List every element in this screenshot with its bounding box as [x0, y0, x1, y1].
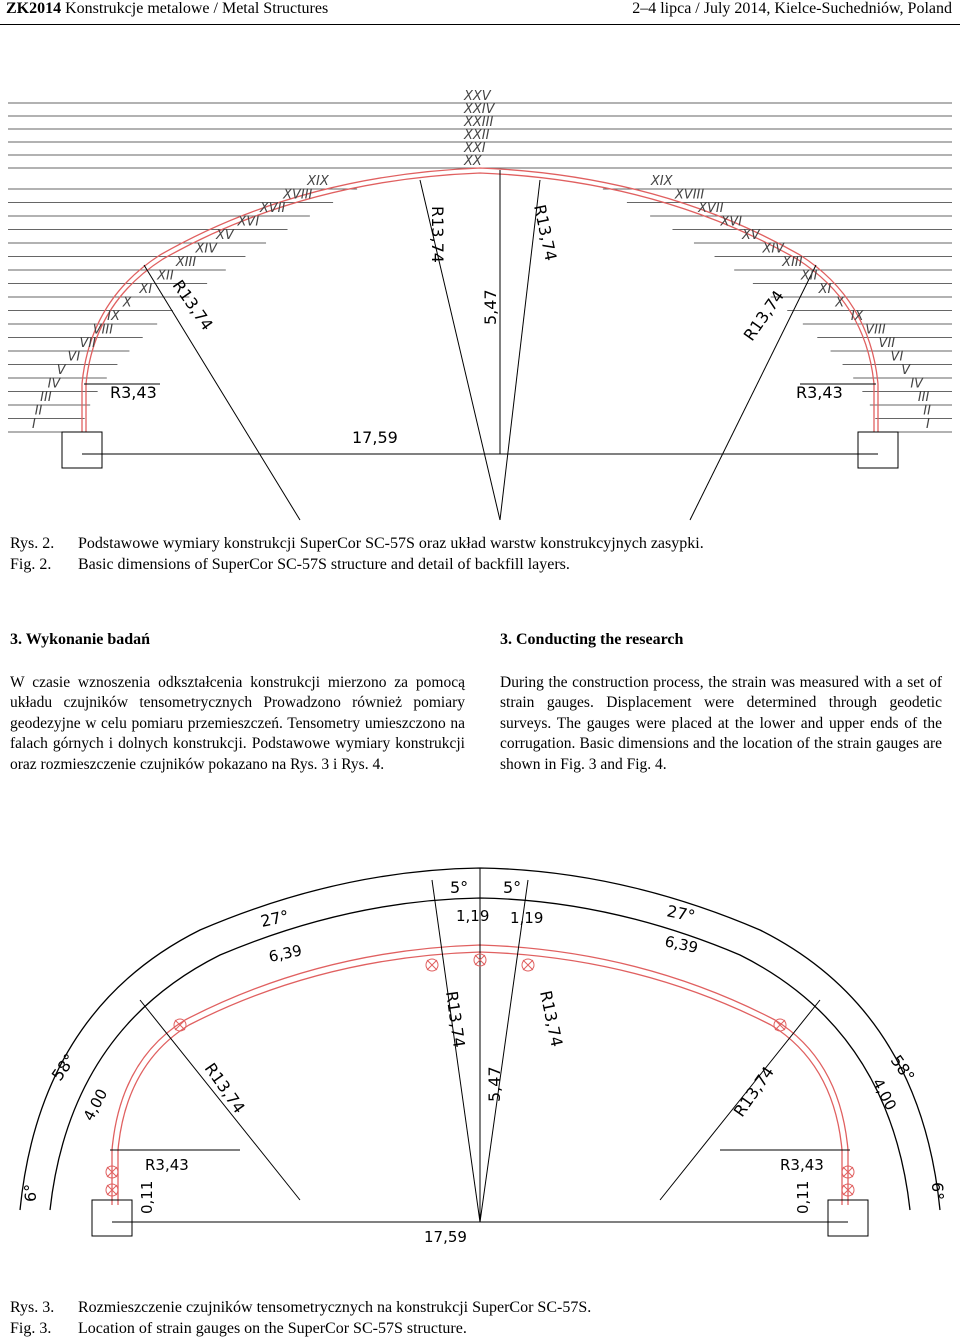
layer-label-left: III	[40, 390, 52, 405]
radius-top-right-label: R13,74	[530, 202, 561, 263]
angle-side-left: 58°	[47, 1050, 80, 1085]
layer-label-right: IV	[910, 376, 924, 392]
layer-label-left: VIII	[92, 322, 114, 338]
caption-text: Podstawowe wymiary konstrukcji SuperCor SC-57S oraz układ warstw konstrukcyjnych zasypki.	[78, 535, 704, 552]
angle-base-right: 6°	[928, 1182, 947, 1201]
caption-label: Rys. 2.	[10, 535, 55, 552]
layer-label-top: XXII	[464, 128, 490, 143]
layer-label-right: VII	[878, 336, 896, 351]
layer-label-right: XV	[741, 228, 760, 243]
angle-upper-right: 27°	[665, 901, 697, 926]
figure-3-caption	[10, 1297, 591, 1339]
layer-label-left: XIII	[175, 255, 197, 270]
angle-top-left: 5°	[450, 878, 469, 897]
layer-label-left: XIX	[307, 174, 329, 189]
layer-label-top: XXI	[464, 141, 486, 156]
radius-top-right-label: R13,74	[536, 988, 567, 1049]
caption-text: Rozmieszczenie czujników tensometrycznych na konstrukcji SuperCor SC-57S.	[78, 1299, 592, 1316]
layer-label-left: XI	[139, 282, 153, 297]
arc-side-right: 4,00	[868, 1075, 901, 1114]
layer-label-left: IV	[47, 376, 61, 392]
arc-top-left: 1,19	[456, 907, 490, 925]
section-heading: 3. Wykonanie badań	[10, 631, 151, 648]
radius-side-left-label: R13,74	[168, 276, 217, 334]
section-heading: 3. Conducting the research	[500, 631, 684, 648]
layer-label-right: II	[923, 403, 931, 419]
layer-label-right: X	[835, 295, 845, 311]
layer-label-left: XIV	[195, 241, 218, 257]
layer-label-left: V	[56, 363, 66, 378]
caption-text: Location of strain gauges on the SuperCor SC-57S structure.	[78, 1320, 467, 1337]
section-body: W czasie wznoszenia odkształcenia konstrukcji mierzono za pomocą układu czujników tensometrycznych Prowadzono również pomiary geodezyjne w celu pomiaru przemieszczeń. Tensometry umieszczono na falach górnych i dolnych konstrukcji. Podstawowe wymiary konstrukcji oraz rozmieszczenie czujników pokazano na Rys. 3 i Rys. 4.	[10, 673, 465, 773]
layer-label-right: XIV	[762, 241, 785, 257]
rise-label: 5,47	[481, 289, 500, 325]
radius-side-right-label: R13,74	[739, 286, 788, 345]
angle-base-left: 6°	[21, 1183, 40, 1202]
corner-radius-right-label: R3,43	[796, 383, 843, 402]
journal-title: Konstrukcje metalowe / Metal Structures	[65, 0, 329, 17]
layer-label-right: V	[901, 363, 911, 378]
arc-upper-left: 6,39	[267, 941, 304, 966]
right-footing	[828, 1200, 868, 1236]
layer-label-left: IX	[107, 309, 120, 324]
left-footing	[62, 432, 102, 468]
arc-upper-right: 6,39	[663, 932, 700, 957]
arc-side-left: 4,00	[79, 1085, 112, 1124]
journal-code: ZK2014	[6, 0, 62, 17]
figure-2-caption	[10, 533, 704, 575]
layer-label-left: XII	[157, 268, 174, 284]
layer-label-left: II	[34, 403, 43, 419]
figure-2-drawing	[0, 88, 960, 528]
radius-side-right-label: R13,74	[729, 1062, 778, 1121]
layer-label-top: XXIV	[464, 102, 495, 117]
section-pl	[10, 630, 465, 775]
page-header	[0, 0, 960, 25]
strain-gauge-cross	[523, 960, 533, 970]
layer-label-top: XX	[464, 154, 482, 169]
radius-line	[144, 265, 300, 520]
layer-label-left: XVIII	[283, 187, 313, 203]
layer-label-right: VIII	[865, 322, 886, 338]
span-label: 17,59	[424, 1228, 467, 1246]
span-label: 17,59	[352, 428, 398, 447]
layer-label-left: XVI	[237, 214, 260, 230]
layer-label-left: I	[32, 417, 36, 432]
radius-top-left-label: R13,74	[442, 989, 469, 1049]
right-footing	[858, 432, 898, 468]
section-body: During the construction process, the strain was measured with a set of strain gauges. Displacement were determined through geodetic surveys. The gauges were placed at the lower and upper ends of the corrugation. Basic dimensions and the location of the strain gauges are shown in Fig. 3 and Fig. 4.	[500, 673, 942, 773]
radius-top-left-label: R13,74	[428, 206, 447, 263]
event-info: 2–4 lipca / July 2014, Kielce-Suchedniów, Poland	[632, 0, 952, 17]
layer-label-right: XVII	[698, 201, 724, 216]
layer-label-left: X	[122, 295, 132, 311]
arc-base-right: 0,11	[794, 1180, 812, 1214]
layer-label-right: XIII	[782, 255, 803, 270]
caption-label: Fig. 2.	[10, 556, 52, 573]
layer-label-right: I	[926, 417, 930, 432]
layer-label-right: XII	[800, 268, 818, 284]
angle-upper-left: 27°	[258, 906, 291, 931]
layer-label-left: XVII	[259, 201, 286, 216]
layer-label-right: IX	[850, 309, 864, 324]
corner-radius-left-label: R3,43	[145, 1156, 189, 1174]
layer-label-top: XXV	[464, 89, 491, 104]
caption-label: Fig. 3.	[10, 1320, 52, 1337]
strain-gauge-cross	[427, 960, 437, 970]
angle-side-right: 58°	[886, 1051, 919, 1086]
layer-label-right: III	[917, 390, 930, 405]
figure-3-drawing	[0, 860, 960, 1300]
layer-label-right: XVI	[720, 214, 743, 230]
layer-label-top: XXIII	[464, 115, 494, 130]
arch-inner	[86, 173, 874, 432]
section-en	[500, 630, 942, 775]
layer-label-right: XVIII	[674, 187, 705, 203]
layer-label-left: XV	[216, 228, 234, 243]
radius-line	[432, 880, 480, 1222]
layer-label-right: XI	[818, 282, 832, 297]
layer-label-left: VII	[79, 336, 97, 351]
left-footing	[92, 1200, 132, 1236]
radius-line	[500, 180, 540, 520]
radius-side-left-label: R13,74	[200, 1059, 249, 1117]
angle-top-right: 5°	[503, 878, 522, 897]
layer-label-right: XIX	[650, 174, 673, 189]
corner-radius-left-label: R3,43	[110, 383, 157, 402]
layer-label-left: VI	[67, 349, 81, 365]
radius-line	[480, 880, 528, 1222]
layer-label-right: VI	[890, 349, 904, 365]
arc-base-left: 0,11	[138, 1180, 156, 1214]
corner-radius-right-label: R3,43	[780, 1156, 824, 1174]
caption-label: Rys. 3.	[10, 1299, 55, 1316]
rise-label: 5,47	[485, 1066, 504, 1102]
caption-text: Basic dimensions of SuperCor SC-57S structure and detail of backfill layers.	[78, 556, 570, 573]
arc-top-right: 1,19	[510, 909, 544, 927]
